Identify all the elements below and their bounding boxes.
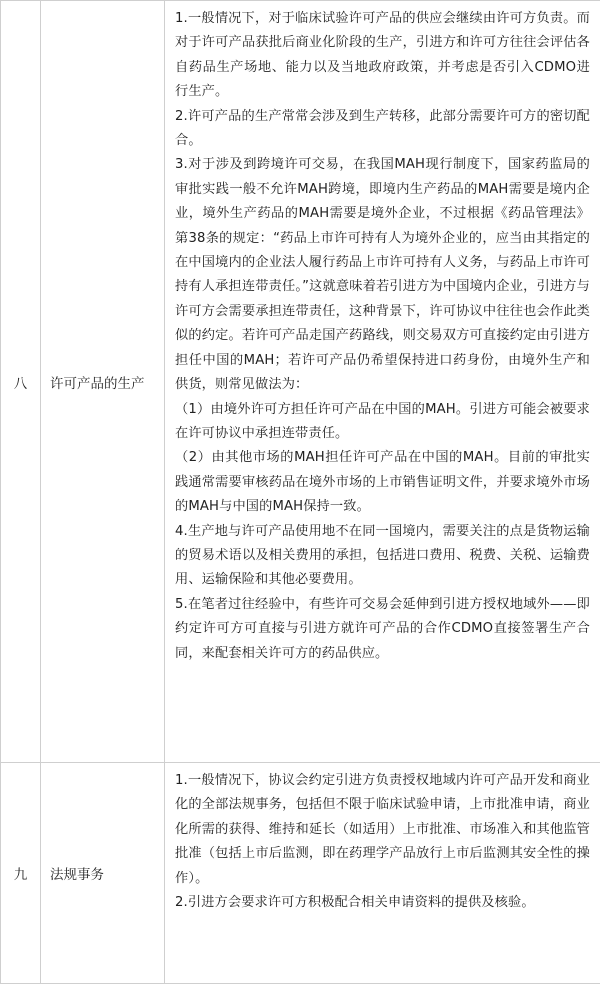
paragraph: 4.生产地与许可产品使用地不在同一国境内，需要关注的点是货物运输的贸易术语以及相关费用的承担，包括进口费用、税费、关税、运输费用、运输保险和其他必要费用。 xyxy=(175,520,590,593)
table-row xyxy=(1,1,600,763)
row-content xyxy=(165,763,600,984)
paragraph: 1.一般情况下，协议会约定引进方负责授权地域内许可产品开发和商业化的全部法规事务，包括但不限于临床试验申请，上市批准申请，商业化所需的获得、维持和延长（如适用）上市批准、市场准入和其他监管批准（包括上市后监测，即在药理学产品放行上市后监测其安全性的操作）。 xyxy=(175,769,590,891)
paragraph: 3.对于涉及到跨境许可交易，在我国MAH现行制度下，国家药监局的审批实践一般不允许MAH跨境，即境内生产药品的MAH需要是境内企业，境外生产药品的MAH需要是境外企业，不过根据《药品管理法》第38条的规定：“药品上市许可持有人为境外企业的，应当由其指定的在中国境内的企业法人履行药品上市许可持有人义务，与药品上市许可持有人承担连带责任。”这就意味着若引进方为中国境内企业，引进方与许可方会需要承担连带责任，这种背景下，许可协议中往往也会作此类似的约定。若许可产品走国产药路线，则交易双方可直接约定由引进方担任中国的MAH；若许可产品仍希望保持进口药身份，由境外生产和供货，则常见做法为： xyxy=(175,153,590,397)
row-number: 八 xyxy=(1,1,41,763)
row-content xyxy=(165,1,600,763)
table-row xyxy=(1,763,600,984)
paragraph: 2.引进方会要求许可方积极配合相关申请资料的提供及核验。 xyxy=(175,891,590,915)
paragraph: （2）由其他市场的MAH担任许可产品在中国的MAH。目前的审批实践通常需要审核药品在境外市场的上市销售证明文件，并要求境外市场的MAH与中国的MAH保持一致。 xyxy=(175,446,590,519)
paragraph: 2.许可产品的生产常常会涉及到生产转移，此部分需要许可方的密切配合。 xyxy=(175,105,590,154)
row-title: 许可产品的生产 xyxy=(41,1,165,763)
paragraph: （1）由境外许可方担任许可产品在中国的MAH。引进方可能会被要求在许可协议中承担连带责任。 xyxy=(175,398,590,447)
paragraph: 1.一般情况下，对于临床试验许可产品的供应会继续由许可方负责。而对于许可产品获批后商业化阶段的生产，引进方和许可方往往会评估各自药品生产场地、能力以及当地政府政策，并考虑是否引入CDMO进行生产。 xyxy=(175,7,590,105)
row-title: 法规事务 xyxy=(41,763,165,984)
paragraph: 5.在笔者过往经验中，有些许可交易会延伸到引进方授权地域外——即约定许可方可直接与引进方就许可产品的合作CDMO直接签署生产合同，来配套相关许可方的药品供应。 xyxy=(175,593,590,666)
row-number: 九 xyxy=(1,763,41,984)
